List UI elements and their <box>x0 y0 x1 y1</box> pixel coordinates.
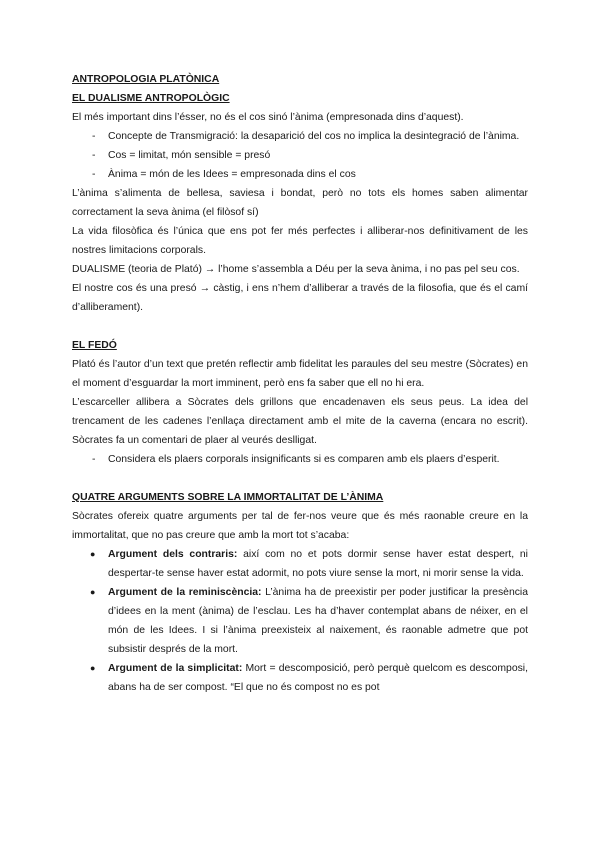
section-heading-fedo: EL FEDÓ <box>72 340 117 351</box>
paragraph: Sòcrates ofereix quatre arguments per tal de fer-nos veure que és més raonable creure en la immortalitat, que no pas creure que amb la mort tot s’acaba: <box>72 511 528 541</box>
dash-bullet: - <box>92 454 96 465</box>
list-item: ● Argument dels contraris: així com no et pots dormir sense haver estat despert, ni despertar-te sense haver estat adormit, no pots viure sense la mort, ni morir sense la vida. <box>72 545 528 583</box>
bullet-dot-icon: ● <box>90 587 96 597</box>
paragraph: DUALISME (teoria de Plató) → l’home s’assembla a Déu per la seva ànima, i no pas pel seu cos. <box>72 264 520 275</box>
list-item: - Concepte de Transmigració: la desaparició del cos no implica la desintegració de l’ànima. <box>72 127 528 146</box>
list-item: ● Argument de la reminiscència: L’ànima ha de preexistir per poder justificar la presència d’idees en la ment (ànima) de l’esclau. Les ha d’haver contemplat abans de néixer, en el món de les Idees. I si l’ànima preexisteix al naixement, és raonable admetre que pot subsistir després de la mort. <box>72 583 528 659</box>
dash-list <box>72 450 528 469</box>
paragraph: El nostre cos és una presó → càstig, i ens n’hem d’alliberar a través de la filosofia, que és el camí d’alliberament). <box>72 283 528 313</box>
bullet-dot-icon: ● <box>90 663 96 673</box>
bullet-dot-icon: ● <box>90 549 96 559</box>
list-item: - Considera els plaers corporals insignificants si es comparen amb els plaers d’esperit. <box>72 450 528 469</box>
dash-bullet: - <box>92 131 96 142</box>
section-heading-arguments: QUATRE ARGUMENTS SOBRE LA IMMORTALITAT DE L’ÀNIMA <box>72 492 384 503</box>
dash-bullet: - <box>92 169 96 180</box>
section-heading-dualisme: EL DUALISME ANTROPOLÒGIC <box>72 93 230 104</box>
paragraph: El més important dins l’ésser, no és el cos sinó l’ànima (empresonada dins d’aquest). <box>72 112 464 123</box>
paragraph: La vida filosòfica és l’única que ens pot fer més perfectes i alliberar-nos definitivament de les nostres limitacions corporals. <box>72 226 528 256</box>
paragraph: Plató és l’autor d’un text que pretén reflectir amb fidelitat les paraules del seu mestre (Sòcrates) en el moment d’esguardar la mort imminent, però ens fa saber que ell no hi era. <box>72 359 528 389</box>
document-page <box>72 70 528 697</box>
list-item: - Cos = limitat, món sensible = presó <box>72 146 528 165</box>
list-item: ● Argument de la simplicitat: Mort = descomposició, però perquè quelcom es descomposi, abans ha de ser compost. “El que no és compost no es pot <box>72 659 528 697</box>
dash-list <box>72 127 528 184</box>
document-title: ANTROPOLOGIA PLATÒNICA <box>72 74 220 85</box>
dash-bullet: - <box>92 150 96 161</box>
paragraph: L’ànima s’alimenta de bellesa, saviesa i bondat, però no tots els homes saben alimentar correctament la seva ànima (el filòsof sí) <box>72 188 528 218</box>
list-item: - Ànima = món de les Idees = empresonada dins el cos <box>72 165 528 184</box>
bullet-list <box>72 545 528 697</box>
paragraph: L’escarceller allibera a Sòcrates dels grillons que encadenaven els seus peus. La idea del trencament de les cadenes l’enllaça directament amb el mite de la caverna (encara no escrit). Sòcrates fa un comentari de plaer al veurés deslligat. <box>72 397 528 446</box>
